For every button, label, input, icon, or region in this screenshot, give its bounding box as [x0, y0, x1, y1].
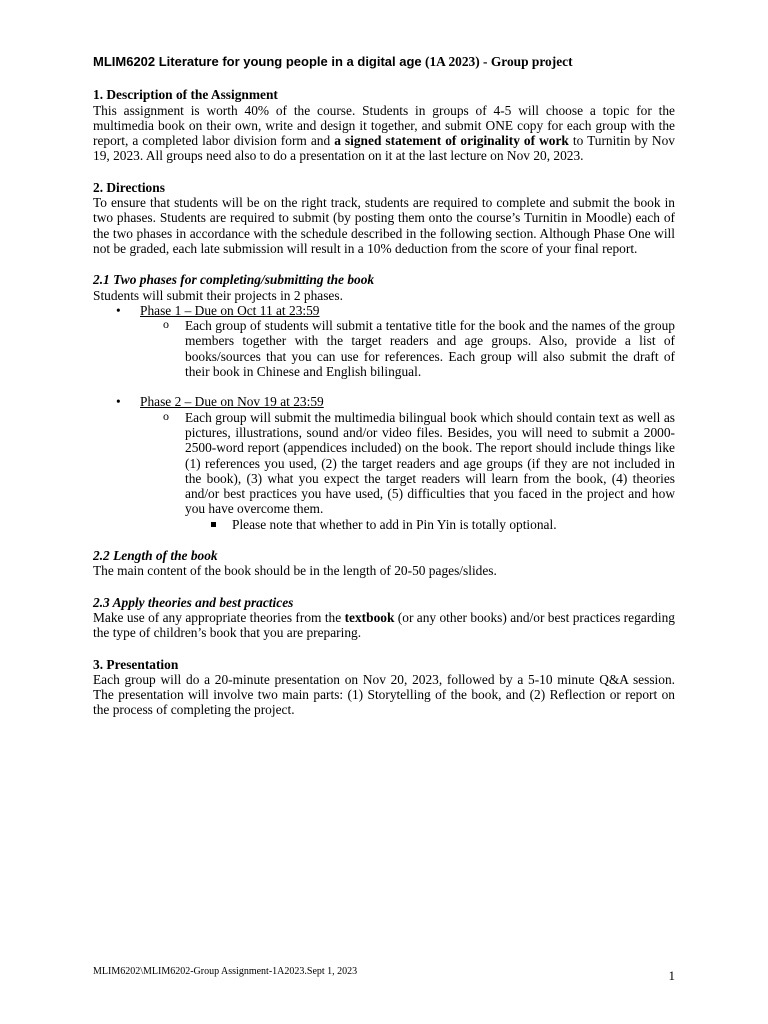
section-2-3-paragraph: Make use of any appropriate theories from the textbook (or any other books) and/or best practices regarding the type of children’s book that you are preparing.: [93, 609, 675, 641]
section-2-2-heading: 2.2 Length of the book: [93, 548, 218, 564]
phase-list: [93, 303, 675, 532]
footer-path: MLIM6202\MLIM6202-Group Assignment-1A2023.Sept 1, 2023: [93, 966, 358, 977]
section-1-paragraph: This assignment is worth 40% of the course. Students in groups of 4-5 will choose a topic for the multimedia book on their own, write and design it together, and submit ONE copy for each group with the report, a completed labor division form and a signed statement of originality of work to Turnitin by Nov 19, 2023. All groups need also to do a presentation on it at the last lecture on Nov 20, 2023.: [93, 102, 675, 164]
section-2-1-heading: 2.1 Two phases for completing/submitting the book: [93, 272, 375, 288]
phase-2-note: Please note that whether to add in Pin Yin is totally optional.: [185, 517, 675, 532]
page-footer: [93, 966, 675, 983]
section-3-paragraph: Each group will do a 20-minute presentation on Nov 20, 2023, followed by a 5-10 minute Q&A session. The presentation will involve two main parts: (1) Storytelling of the book, and (2) Reflection or report on the process of completing the project.: [93, 671, 675, 718]
document-title: [93, 54, 675, 69]
document-body: [93, 54, 675, 718]
title-sub: (1A 2023) - Group project: [425, 54, 573, 69]
phase-2-item: [93, 394, 675, 532]
section-2-paragraph: To ensure that students will be on the right track, students are required to complete and submit the book in two phases. Students are required to submit (by posting them onto the course’s Turnitin in Moodle) each of the two phases in accordance with the schedule described in the following section. Although Phase One will not be graded, each late submission will result in a 10% deduction from the score of your final report.: [93, 195, 675, 256]
section-2-2-paragraph: The main content of the book should be in the length of 20-50 pages/slides.: [93, 563, 497, 579]
phase-1-description: o Each group of students will submit a tentative title for the book and the names of the group members together with the target readers and age groups. Also, provide a list of books/sources that you can use for references. Each group will also submit the draft of their book in Chinese and English bilingual.: [140, 318, 675, 379]
section-2-heading: 2. Directions: [93, 179, 165, 195]
phase-2-label: Phase 2 – Due on Nov 19 at 23:59: [140, 394, 324, 410]
phase-1-item: [93, 303, 675, 379]
section-3-heading: 3. Presentation: [93, 656, 179, 672]
section-1-heading: 1. Description of the Assignment: [93, 87, 278, 103]
page-number: 1: [668, 968, 675, 983]
title-main: MLIM6202 Literature for young people in a digital age: [93, 54, 422, 69]
phase-2-description: o Each group will submit the multimedia bilingual book which should contain text as well as pictures, illustrations, sound and/or video files. Besides, you will need to submit a 2000-2500-word report (appendices included) on the book. The report should include things like (1) references you used, (2) the target readers and age groups (if they are not included in the book), (3) what you expect the target readers will learn from the book, (4) theories and/or best practices you have used, (5) difficulties that you faced in the project and how you have overcome them. Please note that whether to add in Pin Yin is totally optional.: [140, 410, 675, 532]
section-2-3-heading: 2.3 Apply theories and best practices: [93, 594, 294, 610]
phase-1-label: Phase 1 – Due on Oct 11 at 23:59: [140, 302, 320, 318]
section-2-1-intro: Students will submit their projects in 2 phases.: [93, 287, 343, 303]
